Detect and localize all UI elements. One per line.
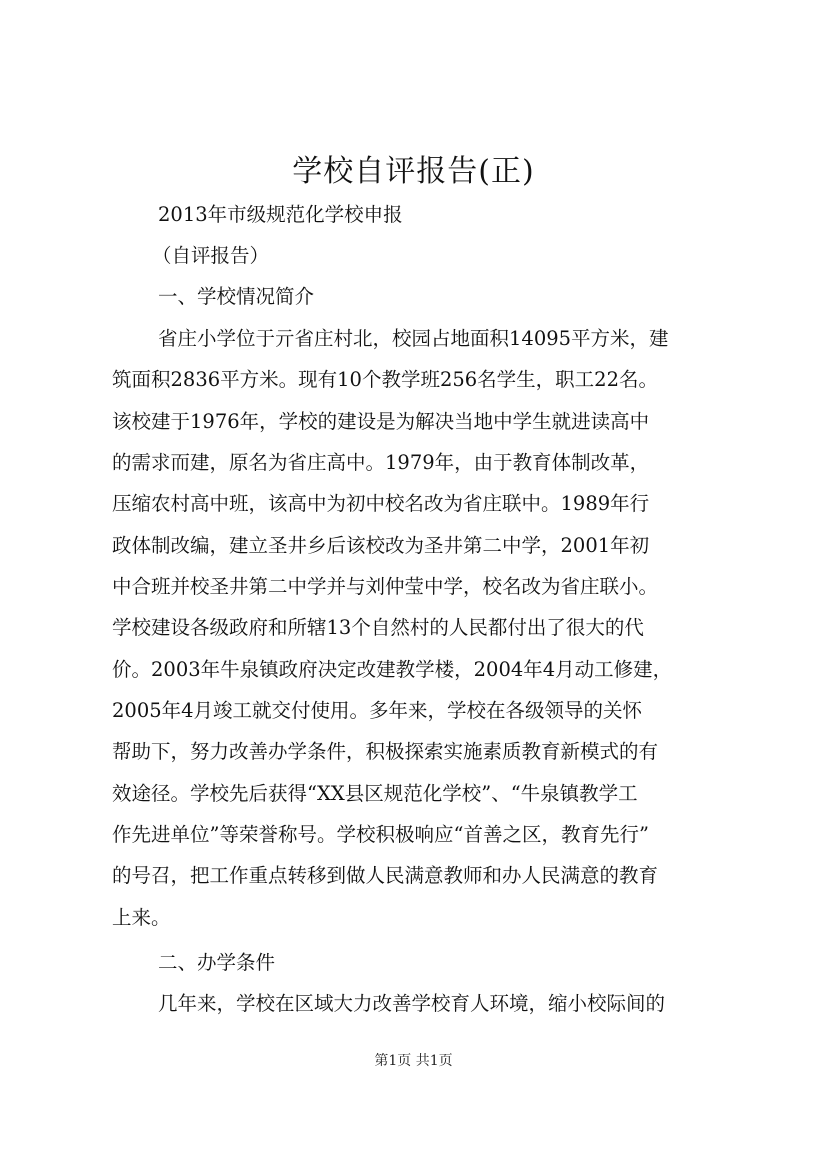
- paragraph-line: 筑面积2836平方米。现有10个教学班256名学生，职工22名。: [112, 368, 658, 391]
- paragraph-line: 政体制改编，建立圣井乡后该校改为圣井第二中学，2001年初: [112, 534, 650, 557]
- paragraph-line: 该校建于1976年，学校的建设是为解决当地中学生就进读高中: [112, 410, 650, 433]
- paragraph-line: 上来。: [112, 906, 171, 929]
- subtitle: 2013年市级规范化学校申报: [158, 203, 403, 226]
- paragraph-line: 省庄小学位于亓省庄村北，校园占地面积14095平方米，建: [158, 327, 669, 350]
- paragraph-line: 中合班并校圣井第二中学并与刘仲莹中学，校名改为省庄联小。: [112, 575, 659, 598]
- paragraph-line: 价。2003年牛泉镇政府决定改建教学楼，2004年4月动工修建，: [112, 658, 673, 681]
- document-title: 学校自评报告(正): [292, 154, 535, 189]
- paragraph-line: 压缩农村高中班，该高中为初中校名改为省庄联中。1989年行: [112, 492, 650, 515]
- paragraph-line: 帮助下，努力改善办学条件，积极探索实施素质教育新模式的有: [112, 740, 659, 763]
- paragraph-line: 的号召，把工作重点转移到做人民满意教师和办人民满意的教育: [112, 864, 659, 887]
- paragraph-line: 2005年4月竣工就交付使用。多年来，学校在各级领导的关怀: [112, 699, 643, 722]
- paragraph-line: 作先进单位”等荣誉称号。学校积极响应“首善之区，教育先行”: [112, 823, 649, 846]
- section1-heading: 一、学校情况简介: [158, 285, 315, 308]
- section2-heading: 二、办学条件: [158, 951, 276, 974]
- paragraph-line: 几年来，学校在区域大力改善学校育人环境，缩小校际间的: [158, 992, 666, 1015]
- subtitle-paren: （自评报告）: [152, 244, 270, 267]
- page-number: 第1页 共1页: [374, 1053, 453, 1069]
- paragraph-line: 的需求而建，原名为省庄高中。1979年，由于教育体制改革，: [112, 451, 650, 474]
- paragraph-line: 效途径。学校先后获得“XX县区规范化学校”、“牛泉镇教学工: [112, 782, 638, 805]
- paragraph-line: 学校建设各级政府和所辖13个自然村的人民都付出了很大的代: [112, 616, 644, 639]
